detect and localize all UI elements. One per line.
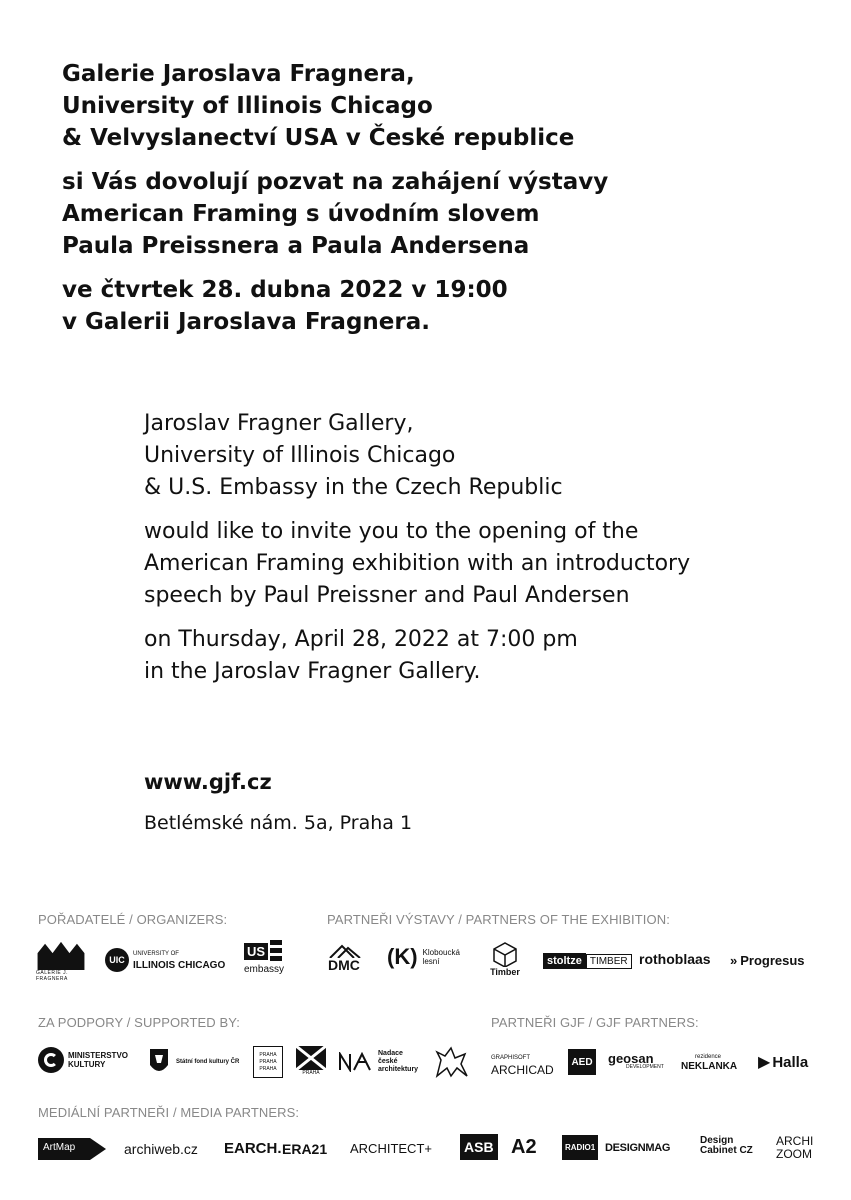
archicad-logo: GRAPHISOFT ARCHICAD	[491, 1055, 554, 1077]
earch-logo: EARCH.	[224, 1140, 282, 1157]
archiweb-logo: archiweb.cz	[124, 1141, 198, 1157]
neklanka-logo: rezidence NEKLANKA	[681, 1054, 738, 1072]
gjf-partners-heading: PARTNEŘI GJF / GJF PARTNERS:	[491, 1015, 699, 1030]
organizers-heading: POŘADATELÉ / ORGANIZERS:	[38, 912, 228, 927]
prague-flag-logo: PRAHA	[296, 1046, 326, 1076]
stoltze-logo: stoltze TIMBER	[543, 953, 632, 969]
czech-organizers: Galerie Jaroslava Fragnera, University of Illinois Chicago & Velvyslanectví USA v České republice	[62, 61, 575, 151]
archizoom-logo: ARCHI ZOOM	[776, 1134, 814, 1161]
radio1-logo: RADIO1	[562, 1135, 598, 1160]
x-flag-icon	[296, 1046, 326, 1070]
uic-logo: UIC UNIVERSITY OF ILLINOIS CHICAGO	[105, 948, 225, 972]
dmc-logo: DMC	[328, 944, 368, 972]
halla-arrow-icon: ▶	[758, 1054, 771, 1071]
lion-icon	[433, 1046, 469, 1078]
supported-heading: ZA PODPORY / SUPPORTED BY:	[38, 1015, 240, 1030]
halla-logo: ▶ Halla	[758, 1053, 809, 1071]
english-invitation	[144, 408, 690, 700]
arrows-icon: »	[730, 953, 738, 968]
address: Betlémské nám. 5a, Praha 1	[144, 812, 413, 834]
gjf-logo: GALERIE J. FRAGNERA	[36, 940, 86, 982]
asb-logo: ASB	[460, 1134, 498, 1160]
designmag-logo: DESIGNMAG	[605, 1142, 671, 1154]
klobucka-logo: (K) Kloboucká lesní	[387, 944, 460, 969]
era21-logo: ERA21	[282, 1141, 328, 1157]
nadace-architektury-logo: Nadace české architektury	[338, 1050, 418, 1074]
progresus-logo: » Progresus	[730, 953, 805, 968]
media-partners-heading: MEDIÁLNÍ PARTNEŘI / MEDIA PARTNERS:	[38, 1105, 300, 1120]
aed-logo: AED	[568, 1049, 596, 1075]
state-culture-fund-logo: Státní fond kultury ČR	[148, 1047, 239, 1077]
roof-icon	[328, 944, 368, 958]
english-organizers: Jaroslav Fragner Gallery, University of Illinois Chicago & U.S. Embassy in the Czech Republic	[144, 411, 563, 500]
website-link[interactable]: www.gjf.cz	[144, 770, 272, 794]
rothoblaas-logo: rothoblaas	[639, 951, 711, 967]
architect-plus-logo: ARCHITECT+	[350, 1141, 432, 1156]
nca-mark-icon	[338, 1052, 374, 1072]
exhibition-partners-heading: PARTNEŘI VÝSTAVY / PARTNERS OF THE EXHIBITION:	[327, 912, 670, 927]
lion-emblem-icon	[148, 1047, 170, 1077]
english-date: on Thursday, April 28, 2022 at 7:00 pm in the Jaroslav Fragner Gallery.	[144, 627, 578, 684]
artmap-logo: ArtMap	[38, 1138, 106, 1160]
czech-invitation	[62, 58, 608, 350]
praha-logo: PRAHA PRAHA PRAHA	[253, 1046, 283, 1078]
ministry-culture-logo: MINISTERSTVO KULTURY	[38, 1047, 128, 1073]
czech-invite: si Vás dovolují pozvat na zahájení výstavy American Framing s úvodním slovem Paula Preissnera a Paula Andersena	[62, 169, 609, 259]
design-cabinet-logo: Design Cabinet CZ	[700, 1135, 753, 1156]
cube-icon	[490, 941, 520, 967]
a2-magazine-logo: A2	[511, 1136, 537, 1158]
czech-date: ve čtvrtek 28. dubna 2022 v 19:00 v Galerii Jaroslava Fragnera.	[62, 277, 508, 335]
english-invite: would like to invite you to the opening of the American Framing exhibition with an introductory speech by Paul Preissner and Paul Andersen	[144, 519, 691, 608]
ministry-c-icon	[38, 1047, 64, 1073]
geosan-logo: geosan DEVELOPMENT	[608, 1051, 664, 1070]
prague-lion-logo	[433, 1046, 469, 1078]
us-embassy-logo: US embassy	[244, 940, 284, 975]
stripes-icon	[270, 940, 282, 962]
a2-timber-logo: Timber	[490, 941, 520, 977]
gjf-logo-icon	[36, 940, 86, 970]
